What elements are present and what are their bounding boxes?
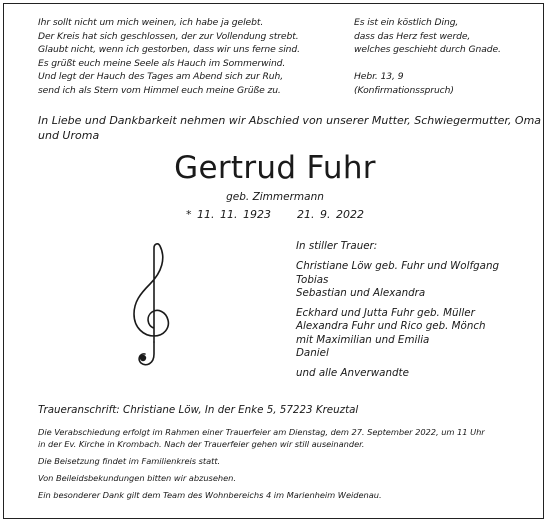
- poem-line: Es grüßt euch meine Seele als Hauch im Sommerwind.: [38, 57, 286, 69]
- verse-note: (Konfirmationsspruch): [354, 84, 454, 96]
- condolence-note: Von Beileidsbekundungen bitten wir abzusehen.: [38, 473, 236, 483]
- intro-line: In Liebe und Dankbarkeit nehmen wir Abschied von unserer Mutter, Schwiegermutter, Oma: [38, 114, 542, 127]
- mourner-line: Daniel: [296, 347, 329, 360]
- verse-line: welches geschieht durch Gnade.: [354, 44, 501, 56]
- life-dates: [0, 208, 550, 222]
- deceased-name: Gertrud Fuhr: [174, 150, 376, 186]
- poem-line: Ihr sollt nicht um mich weinen, ich habe ja gelebt.: [38, 17, 264, 28]
- verse-source: Hebr. 13, 9: [354, 71, 404, 83]
- burial-note: Die Beisetzung findet im Familienkreis statt.: [38, 456, 221, 466]
- maiden-name: geb. Zimmermann: [226, 191, 324, 203]
- mourner-line: Alexandra Fuhr und Rico geb. Mönch: [296, 320, 486, 333]
- mourner-line: Sebastian und Alexandra: [296, 286, 426, 299]
- mourner-line: mit Maximilian und Emilia: [296, 333, 430, 346]
- thanks-note: Ein besonderer Dank gilt dem Team des Wohnbereichs 4 im Marienheim Weidenau.: [38, 490, 382, 500]
- birth-date: * 11. 11. 1923: [186, 208, 271, 221]
- death-date: 21. 9. 2022: [297, 208, 364, 221]
- poem-line: send ich als Stern vom Himmel euch meine Grüße zu.: [38, 84, 281, 96]
- poem-line: Und legt der Hauch des Tages am Abend sich zur Ruh,: [38, 71, 284, 83]
- mourner-line: Eckhard und Jutta Fuhr geb. Müller: [296, 307, 475, 320]
- mourner-line: Tobias: [296, 273, 329, 286]
- intro-text: [38, 113, 542, 143]
- verse-line: Es ist ein köstlich Ding,: [354, 17, 459, 28]
- mourner-line: und alle Anverwandte: [296, 367, 409, 380]
- farewell-line: in der Ev. Kirche in Krombach. Nach der Trauerfeier gehen wir still auseinander.: [38, 439, 365, 449]
- poem-line: Glaubt nicht, wenn ich gestorben, dass wir uns ferne sind.: [38, 44, 300, 56]
- mourners-list: [296, 240, 531, 381]
- intro-line: und Uroma: [38, 129, 100, 142]
- farewell-line: Die Verabschiedung erfolgt im Rahmen einer Trauerfeier am Dienstag, dem 27. September 2022, um 11 Uhr: [38, 427, 485, 437]
- treble-clef-icon: [128, 242, 174, 374]
- funeral-notes: [38, 426, 528, 506]
- mourners-heading: In stiller Trauer:: [296, 240, 378, 252]
- bible-verse: [354, 16, 534, 98]
- poem-line: Der Kreis hat sich geschlossen, der zur Vollendung strebt.: [38, 30, 299, 42]
- verse-line: dass das Herz fest werde,: [354, 30, 471, 42]
- poem-left: [38, 16, 358, 98]
- mourner-line: Christiane Löw geb. Fuhr und Wolfgang: [296, 260, 500, 273]
- mourning-address: Traueranschrift: Christiane Löw, In der Enke 5, 57223 Kreuztal: [38, 404, 359, 416]
